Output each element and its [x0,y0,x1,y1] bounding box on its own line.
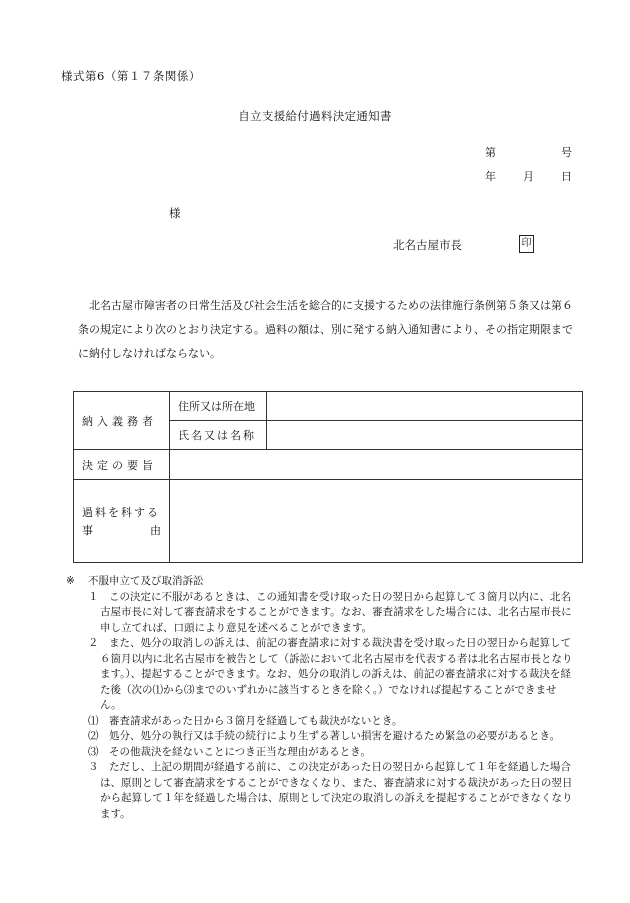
note-item-2: ２ また、処分の取消しの訴えは、前記の審査請求に対する裁決書を受け取った日の翌日から起算して６箇月以内に北名古屋市を被告として（訴訟において北名古屋市を代表する者は北名古屋市長となります。）、提起することができます。なお、処分の取消しの訴えは、前記の審査請求に対する裁決を経た後（次の⑴から⑶までのいずれかに該当するときを除く。）でなければ提起することができません。 [88,637,573,711]
name-label-cell [170,421,267,450]
date-year: 年 [485,170,496,183]
note-item-3: ３ ただし、上記の期間が経過する前に、この決定があった日の翌日から起算して１年を経過した場合は、原則として審査請求をすることができなくなり、また、審査請求に対する裁決があった日の翌日から起算して１年を経過した場合は、原則として決定の取消しの訴えを提起することができなくなります。 [88,761,573,820]
reason-label-char-a: 事 [82,524,93,537]
address-value-cell [267,392,583,421]
addressee-honorific: 様 [169,206,181,220]
obligor-label-cell [74,392,170,450]
note-subitem-1: ⑴ 審査請求があった日から３箇月を経過しても裁決がないとき。 [88,714,403,727]
address-label-cell [170,392,267,421]
note-subitem-2: ⑵ 処分、処分の執行又は手続の続行により生ずる著しい損害を避けるため緊急の必要があるとき。 [88,730,561,742]
body-paragraph: 北名古屋市障害者の日常生活及び社会生活を総合的に支援するための法律施行条例第５条又は第６条の規定により次のとおり決定する。過料の額は、別に発する納入通知書により、その指定期限までに納付しなければならない。 [78,299,573,360]
reason-label-line1: 過料を科する [82,506,160,519]
decision-label: 決定の要旨 [82,458,157,472]
decision-label-cell [74,450,170,480]
number-prefix: 第 [485,146,496,159]
note-subitem-3: ⑶ その他裁決を経ないことにつき正当な理由があるとき。 [88,745,371,758]
reason-value-cell [170,480,583,563]
note-item-1: １ この決定に不服があるときは、この通知書を受け取った日の翌日から起算して３箇月以内に、北名古屋市長に対して審査請求をすることができます。なお、審査請求をした場合には、北名古屋市長に申し立てれば、口頭により意見を述べることができます。 [88,590,572,634]
obligor-label: 納入義務者 [82,414,157,428]
decision-value-cell [170,450,583,480]
notes-mark: ※ [66,575,75,587]
form-identifier: 様式第6（第１７条関係） [61,69,201,83]
date-day: 日 [561,170,572,183]
address-label: 住所又は所在地 [178,400,255,413]
reason-label-char-b: 由 [150,524,161,537]
name-label: 氏名又は名称 [178,429,256,442]
issuer-name: 北名古屋市長 [393,238,462,252]
seal-box: 印 [519,235,534,253]
number-suffix: 号 [561,146,572,159]
notes-title: 不服申立て及び取消訴訟 [88,575,204,587]
appeal-notes [66,574,578,822]
notes-heading [66,574,578,590]
reason-label-line2 [82,522,161,538]
name-value-cell [267,421,583,450]
reason-label-cell [74,480,170,563]
document-title: 自立支援給付過料決定通知書 [238,109,392,123]
date-month: 月 [523,170,534,183]
decision-table [73,391,583,563]
